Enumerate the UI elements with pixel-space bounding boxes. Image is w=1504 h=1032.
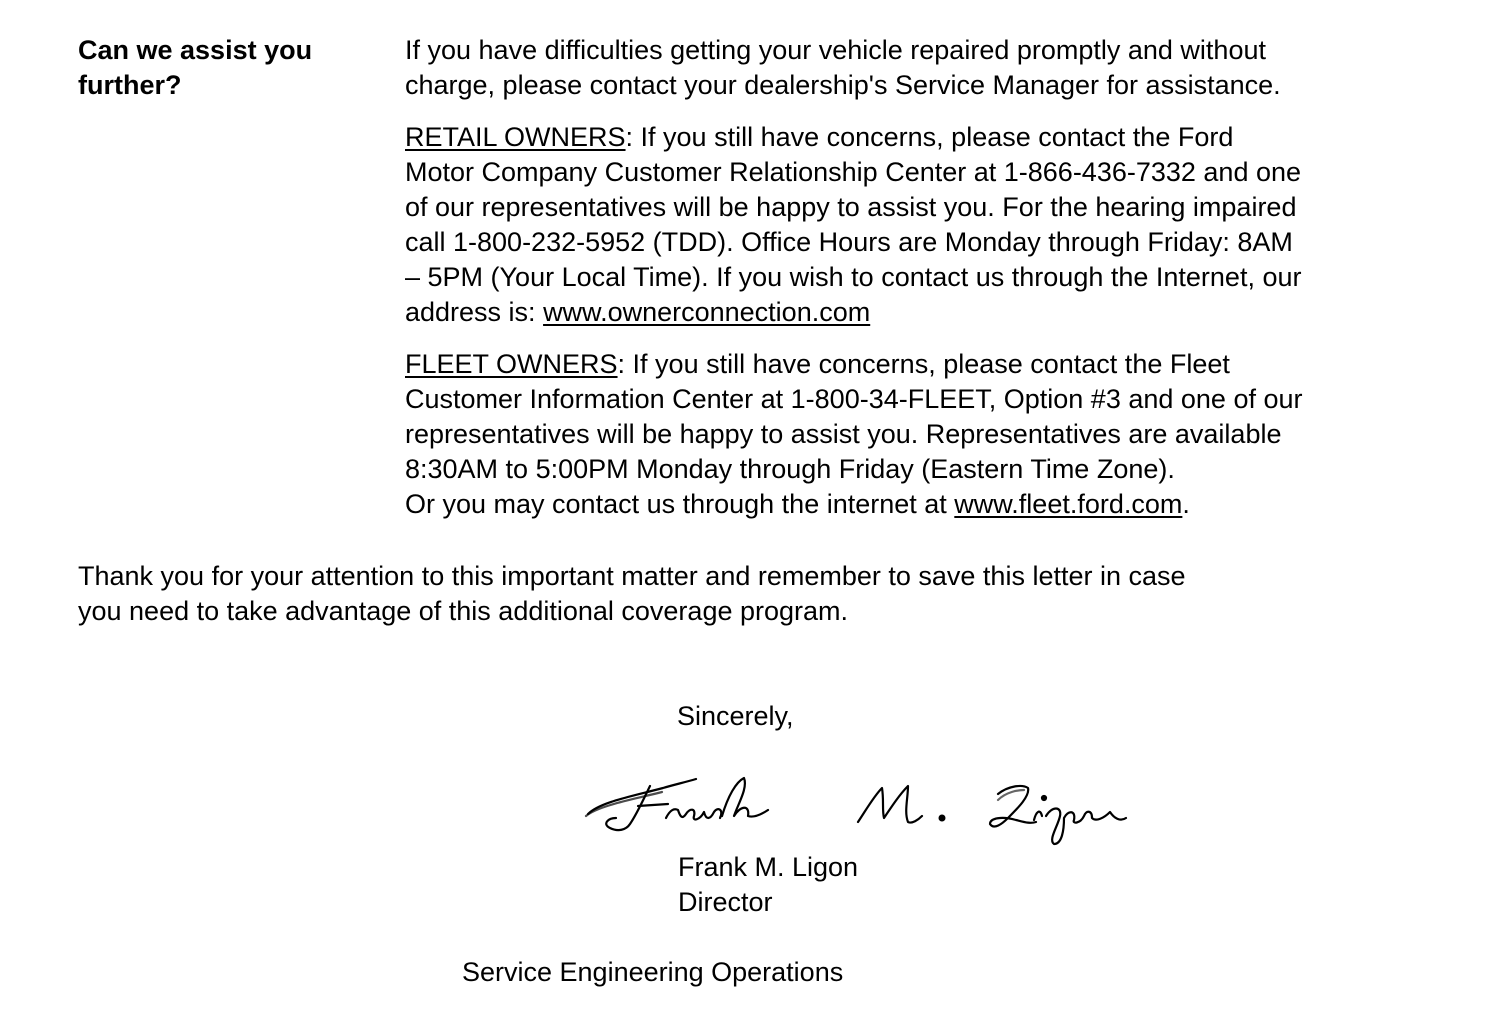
- intro-line1: If you have difficulties getting your vehicle repaired promptly and without: [405, 35, 1266, 65]
- assist-heading-line2: further?: [78, 70, 182, 100]
- fleet-line5-suffix: .: [1182, 489, 1190, 519]
- department-name: Service Engineering Operations: [462, 957, 844, 987]
- intro-line2: charge, please contact your dealership's Service Manager for assistance.: [405, 70, 1281, 100]
- fleet-ford-link[interactable]: www.fleet.ford.com: [954, 489, 1183, 519]
- fleet-line1: : If you still have concerns, please contact the Fleet: [617, 349, 1230, 379]
- signer-title: Director: [678, 887, 773, 917]
- fleet-line2: Customer Information Center at 1-800-34-FLEET, Option #3 and one of our: [405, 384, 1303, 414]
- thanks-line1: Thank you for your attention to this important matter and remember to save this letter in case: [78, 561, 1186, 591]
- thank-you-paragraph: [78, 559, 1378, 629]
- assist-heading-line1: Can we assist you: [78, 35, 313, 65]
- intro-paragraph: [405, 33, 1465, 103]
- fleet-line3: representatives will be happy to assist you. Representatives are available: [405, 419, 1282, 449]
- handwritten-signature: [578, 766, 1138, 856]
- retail-line3: of our representatives will be happy to assist you. For the hearing impaired: [405, 192, 1297, 222]
- thanks-line2: you need to take advantage of this additional coverage program.: [78, 596, 849, 626]
- assist-heading: [78, 33, 378, 103]
- retail-line5: – 5PM (Your Local Time). If you wish to contact us through the Internet, our: [405, 262, 1302, 292]
- owner-connection-link[interactable]: www.ownerconnection.com: [543, 297, 871, 327]
- retail-line1: : If you still have concerns, please contact the Ford: [625, 122, 1234, 152]
- retail-owners-label: RETAIL OWNERS: [405, 122, 626, 152]
- retail-line6-prefix: address is:: [405, 297, 544, 327]
- retail-line2: Motor Company Customer Relationship Center at 1-866-436-7332 and one: [405, 157, 1302, 187]
- fleet-line5-prefix: Or you may contact us through the internet at: [405, 489, 955, 519]
- retail-line4: call 1-800-232-5952 (TDD). Office Hours are Monday through Friday: 8AM: [405, 227, 1293, 257]
- retail-owners-paragraph: [405, 120, 1465, 330]
- fleet-owners-label: FLEET OWNERS: [405, 349, 618, 379]
- signer-name: Frank M. Ligon: [678, 852, 859, 882]
- signer-block: [678, 850, 858, 920]
- assist-body: [405, 33, 1465, 522]
- closing-salutation: Sincerely,: [677, 701, 794, 731]
- fleet-line4: 8:30AM to 5:00PM Monday through Friday (Eastern Time Zone).: [405, 454, 1175, 484]
- fleet-owners-paragraph: [405, 347, 1465, 522]
